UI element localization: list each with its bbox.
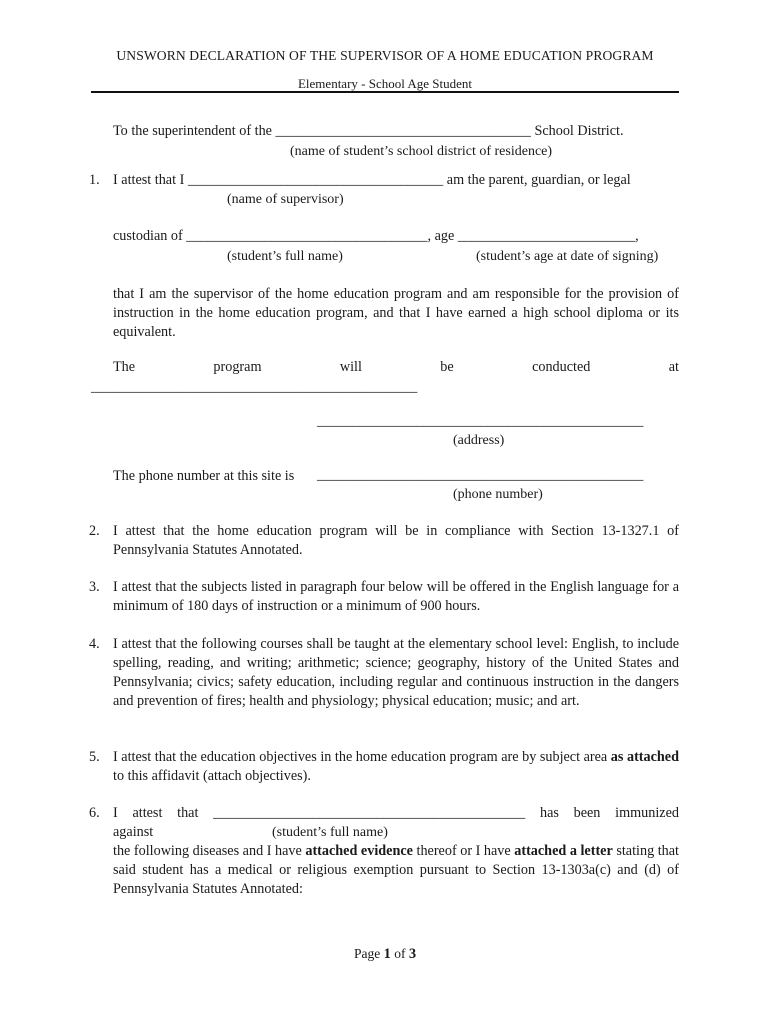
phone-caption: (phone number) — [453, 487, 543, 502]
program-word: will — [339, 359, 362, 375]
item-5-number: 5. — [89, 749, 100, 765]
item-1-custodian-line — [113, 227, 639, 246]
item-6-number: 6. — [89, 805, 100, 821]
program-location-line — [113, 358, 679, 377]
item-6-student-caption: (student’s full name) — [272, 825, 388, 840]
item-5-text — [113, 748, 679, 786]
page-footer — [0, 944, 770, 964]
item-6-word: immunized — [615, 805, 679, 821]
item-4-number: 4. — [89, 636, 100, 652]
item-6-text-3: stating that said student has a medical or religious exemption pursuant to Section 13-1303a(c) and (d) of Pennsylvania Statutes Annotated: — [113, 843, 679, 897]
item-1-prefix: I attest that I — [113, 172, 185, 188]
item-6-word: that — [177, 805, 199, 821]
program-word: be — [440, 359, 454, 375]
item-5-text-before: I attest that the education objectives in the home education program are by subject area — [113, 749, 608, 765]
custodian-prefix: custodian of — [113, 228, 183, 244]
intro-suffix: School District. — [534, 123, 624, 139]
document-title: UNSWORN DECLARATION OF THE SUPERVISOR OF A HOME EDUCATION PROGRAM — [116, 48, 654, 63]
supervisor-caption: (name of supervisor) — [227, 192, 344, 207]
page-label: Page — [353, 946, 381, 961]
student-age-caption: (student’s age at date of signing) — [476, 249, 659, 264]
item-6-bold-2: attached a letter — [514, 843, 613, 859]
document-subtitle: Elementary - School Age Student — [297, 76, 473, 91]
item-6-word: attest — [132, 805, 163, 821]
program-word: conducted — [532, 359, 591, 375]
age-label: , age — [427, 228, 455, 244]
student-name-caption: (student’s full name) — [227, 249, 343, 264]
item-4-text: I attest that the following courses shall be taught at the elementary school level: English, to include spelling, reading, and writing; arithmetic; science; geography, history of the United States and Pennsylvania; civics; safety education, including regular and continuous instruction in the dangers and prevention of fires; health and physiology; physical education; music; and art. — [113, 636, 679, 709]
item-5-text-after: to this affidavit (attach objectives). — [113, 768, 311, 784]
item-1-number: 1. — [89, 172, 100, 188]
item-6-word: been — [573, 805, 601, 821]
program-word: The — [113, 359, 136, 375]
item-3-text: I attest that the subjects listed in paragraph four below will be offered in the English language for a minimum of 180 days of instruction or a minimum of 900 hours. — [113, 579, 679, 614]
immunized-student-name-field[interactable]: ____________________________________________ — [213, 805, 526, 821]
program-location-field[interactable]: ______________________________________________ — [91, 379, 418, 395]
item-1-suffix: am the parent, guardian, or legal — [446, 172, 631, 188]
item-6-word: has — [539, 805, 559, 821]
item-6-bold-1: attached evidence — [305, 843, 413, 859]
page-total: 3 — [408, 946, 417, 962]
address-field[interactable]: ______________________________________________ — [317, 413, 644, 429]
student-name-field[interactable]: __________________________________ — [186, 228, 428, 244]
address-caption: (address) — [453, 433, 505, 448]
page-current: 1 — [383, 946, 391, 962]
item-6-line-1 — [113, 804, 679, 823]
item-6-text — [113, 842, 679, 899]
phone-label: The phone number at this site is — [113, 468, 295, 484]
item-5-bold: as attached — [610, 749, 679, 765]
page-of-label: of — [394, 946, 406, 961]
item-3-number: 3. — [89, 579, 100, 595]
student-age-field[interactable]: _________________________ — [457, 228, 636, 244]
phone-number-field[interactable]: ______________________________________________ — [317, 467, 644, 483]
item-1-line-1 — [113, 171, 631, 190]
age-suffix: , — [635, 228, 639, 244]
program-word: at — [668, 359, 679, 375]
item-2-text: I attest that the home education program will be in compliance with Section 13-1327.1 of Pennsylvania Statutes Annotated. — [113, 523, 679, 558]
school-district-field[interactable]: ____________________________________ — [275, 123, 531, 139]
program-word: program — [213, 359, 262, 375]
item-6-against: against — [113, 824, 154, 840]
intro-line — [113, 122, 624, 141]
school-district-caption: (name of student’s school district of residence) — [290, 144, 553, 159]
item-6-text-1: the following diseases and I have — [113, 843, 302, 859]
supervisor-name-field[interactable]: ____________________________________ — [187, 172, 444, 188]
header-divider — [91, 91, 679, 93]
item-6-word: I — [113, 805, 118, 821]
item-2-number: 2. — [89, 523, 100, 539]
item-1-body: that I am the supervisor of the home education program and am responsible for the provision of instruction in the home education program, and that I have earned a high school diploma or its equivalent. — [113, 286, 679, 340]
item-6-text-2: thereof or I have — [416, 843, 511, 859]
intro-prefix: To the superintendent of the — [113, 123, 272, 139]
